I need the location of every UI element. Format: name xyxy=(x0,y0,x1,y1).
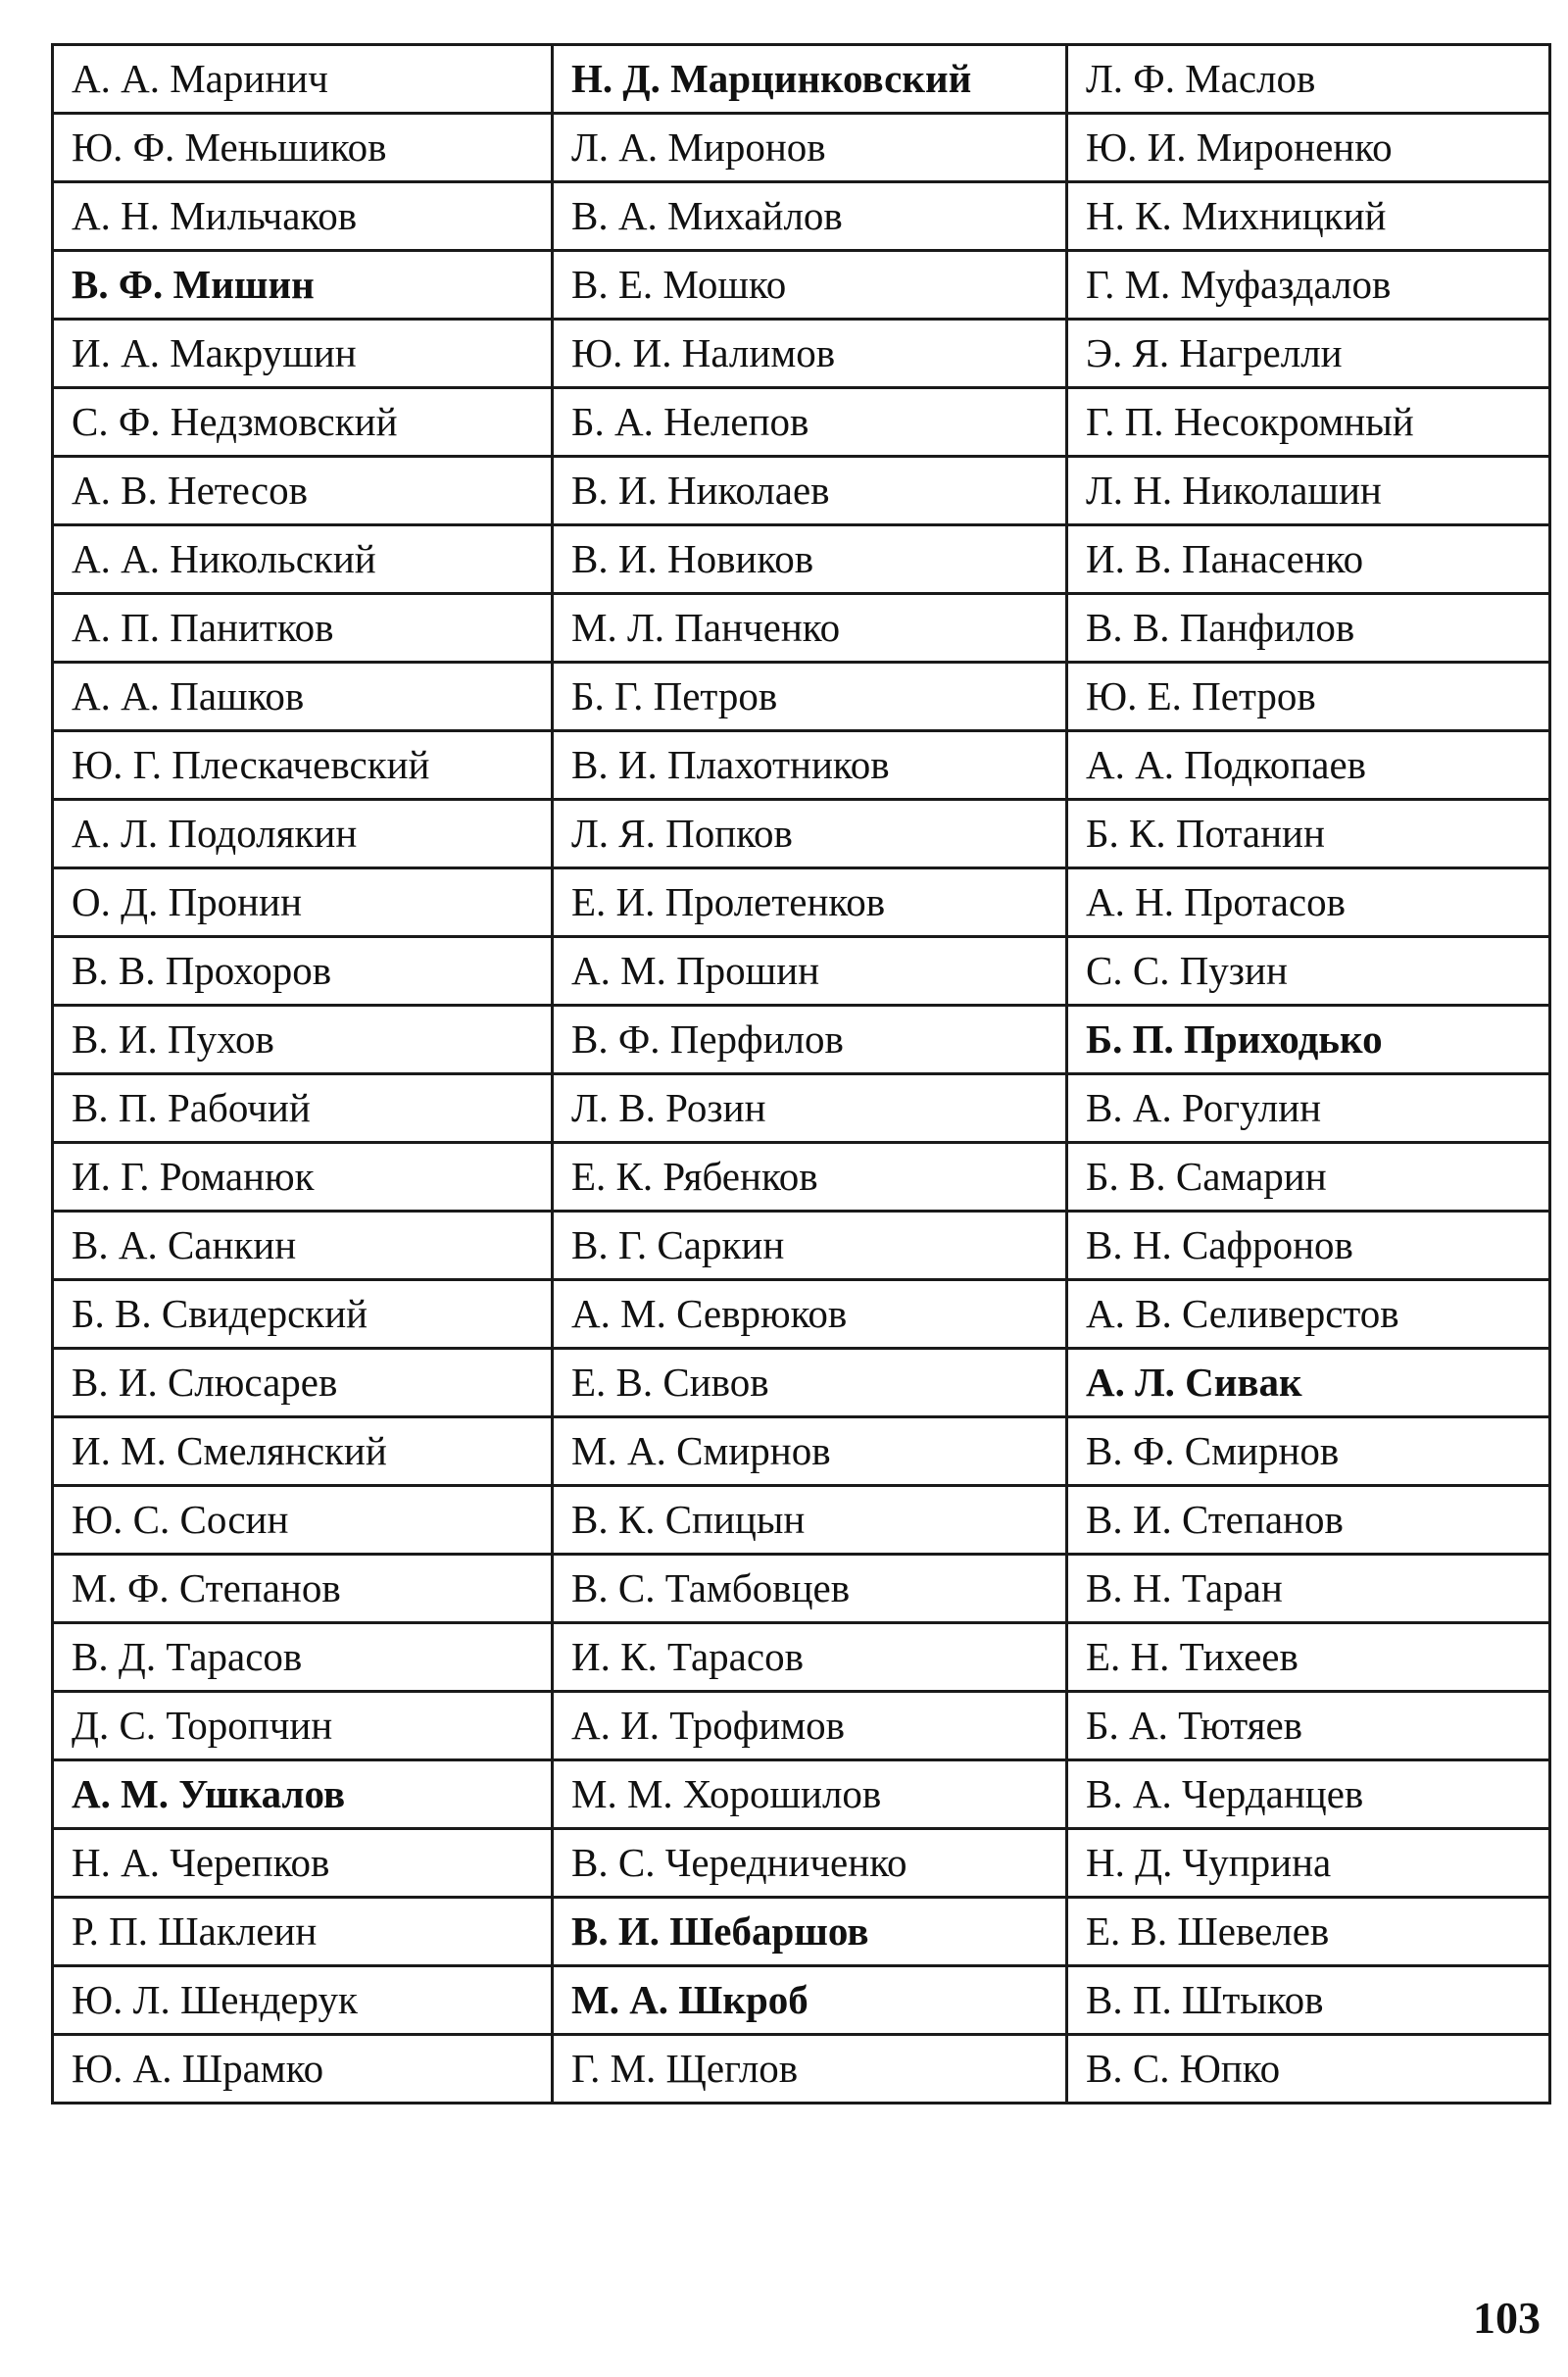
name-cell: О. Д. Пронин xyxy=(53,868,553,937)
table-row xyxy=(53,114,1550,182)
name-cell: А. А. Пашков xyxy=(53,663,553,731)
name-cell: А. В. Селиверстов xyxy=(1067,1280,1550,1349)
name-cell: В. С. Юпко xyxy=(1067,2035,1550,2104)
name-cell: Л. Я. Попков xyxy=(553,800,1067,868)
name-cell: Ю. И. Налимов xyxy=(553,320,1067,388)
table-row xyxy=(53,1417,1550,1486)
name-cell: И. В. Панасенко xyxy=(1067,525,1550,594)
table-row xyxy=(53,251,1550,320)
name-cell: В. С. Тамбовцев xyxy=(553,1555,1067,1623)
name-cell: А. М. Ушкалов xyxy=(53,1760,553,1829)
name-cell: Б. К. Потанин xyxy=(1067,800,1550,868)
table-row xyxy=(53,320,1550,388)
name-cell: В. И. Слюсарев xyxy=(53,1349,553,1417)
names-table-body xyxy=(53,45,1550,2104)
name-cell: М. Ф. Степанов xyxy=(53,1555,553,1623)
table-row xyxy=(53,1212,1550,1280)
table-row xyxy=(53,731,1550,800)
name-cell: В. Ф. Перфилов xyxy=(553,1006,1067,1074)
name-cell: С. С. Пузин xyxy=(1067,937,1550,1006)
name-cell: Н. Д. Марцинковский xyxy=(553,45,1067,114)
name-cell: В. И. Степанов xyxy=(1067,1486,1550,1555)
table-row xyxy=(53,1349,1550,1417)
name-cell: В. Н. Сафронов xyxy=(1067,1212,1550,1280)
name-cell: В. Н. Таран xyxy=(1067,1555,1550,1623)
name-cell: В. В. Прохоров xyxy=(53,937,553,1006)
name-cell: Е. К. Рябенков xyxy=(553,1143,1067,1212)
name-cell: В. И. Плахотников xyxy=(553,731,1067,800)
table-row xyxy=(53,1692,1550,1760)
name-cell: Г. М. Муфаздалов xyxy=(1067,251,1550,320)
name-cell: М. Л. Панченко xyxy=(553,594,1067,663)
name-cell: В. А. Санкин xyxy=(53,1212,553,1280)
table-row xyxy=(53,937,1550,1006)
name-cell: Ю. И. Мироненко xyxy=(1067,114,1550,182)
name-cell: Б. А. Тютяев xyxy=(1067,1692,1550,1760)
table-row xyxy=(53,1006,1550,1074)
name-cell: В. И. Новиков xyxy=(553,525,1067,594)
name-cell: М. А. Смирнов xyxy=(553,1417,1067,1486)
name-cell: И. М. Смелянский xyxy=(53,1417,553,1486)
name-cell: В. И. Николаев xyxy=(553,457,1067,525)
name-cell: А. Н. Протасов xyxy=(1067,868,1550,937)
name-cell: Л. А. Миронов xyxy=(553,114,1067,182)
table-row xyxy=(53,457,1550,525)
table-row xyxy=(53,1898,1550,1966)
table-row xyxy=(53,182,1550,251)
name-cell: Ю. Ф. Меньшиков xyxy=(53,114,553,182)
table-row xyxy=(53,1143,1550,1212)
name-cell: Р. П. Шаклеин xyxy=(53,1898,553,1966)
name-cell: Ю. Л. Шендерук xyxy=(53,1966,553,2035)
name-cell: М. А. Шкроб xyxy=(553,1966,1067,2035)
table-row xyxy=(53,45,1550,114)
name-cell: Л. Н. Николашин xyxy=(1067,457,1550,525)
name-cell: Г. М. Щеглов xyxy=(553,2035,1067,2104)
name-cell: И. К. Тарасов xyxy=(553,1623,1067,1692)
name-cell: В. Е. Мошко xyxy=(553,251,1067,320)
name-cell: А. Н. Мильчаков xyxy=(53,182,553,251)
name-cell: Б. В. Свидерский xyxy=(53,1280,553,1349)
name-cell: Н. А. Черепков xyxy=(53,1829,553,1898)
name-cell: Ю. С. Сосин xyxy=(53,1486,553,1555)
name-cell: А. М. Прошин xyxy=(553,937,1067,1006)
name-cell: М. М. Хорошилов xyxy=(553,1760,1067,1829)
table-row xyxy=(53,800,1550,868)
name-cell: В. А. Михайлов xyxy=(553,182,1067,251)
name-cell: А. Л. Подолякин xyxy=(53,800,553,868)
name-cell: В. И. Шебаршов xyxy=(553,1898,1067,1966)
name-cell: А. А. Никольский xyxy=(53,525,553,594)
name-cell: В. Ф. Смирнов xyxy=(1067,1417,1550,1486)
name-cell: Б. А. Нелепов xyxy=(553,388,1067,457)
table-row xyxy=(53,663,1550,731)
table-row xyxy=(53,525,1550,594)
name-cell: В. В. Панфилов xyxy=(1067,594,1550,663)
name-cell: В. Г. Саркин xyxy=(553,1212,1067,1280)
name-cell: А. М. Севрюков xyxy=(553,1280,1067,1349)
page-number: 103 xyxy=(1473,2293,1541,2343)
name-cell: И. А. Макрушин xyxy=(53,320,553,388)
name-cell: В. К. Спицын xyxy=(553,1486,1067,1555)
table-row xyxy=(53,1555,1550,1623)
name-cell: В. П. Штыков xyxy=(1067,1966,1550,2035)
name-cell: Б. П. Приходько xyxy=(1067,1006,1550,1074)
name-cell: В. И. Пухов xyxy=(53,1006,553,1074)
table-row xyxy=(53,1760,1550,1829)
table-row xyxy=(53,1829,1550,1898)
name-cell: Б. В. Самарин xyxy=(1067,1143,1550,1212)
name-cell: Е. В. Сивов xyxy=(553,1349,1067,1417)
name-cell: Л. В. Розин xyxy=(553,1074,1067,1143)
name-cell: А. В. Нетесов xyxy=(53,457,553,525)
name-cell: Ю. Е. Петров xyxy=(1067,663,1550,731)
name-cell: В. Ф. Мишин xyxy=(53,251,553,320)
table-row xyxy=(53,1074,1550,1143)
name-cell: Е. Н. Тихеев xyxy=(1067,1623,1550,1692)
table-row xyxy=(53,1966,1550,2035)
name-cell: А. И. Трофимов xyxy=(553,1692,1067,1760)
name-cell: Б. Г. Петров xyxy=(553,663,1067,731)
name-cell: Л. Ф. Маслов xyxy=(1067,45,1550,114)
name-cell: Э. Я. Нагрелли xyxy=(1067,320,1550,388)
name-cell: Е. И. Пролетенков xyxy=(553,868,1067,937)
name-cell: А. Л. Сивак xyxy=(1067,1349,1550,1417)
names-table xyxy=(51,43,1551,2105)
name-cell: В. П. Рабочий xyxy=(53,1074,553,1143)
name-cell: Ю. А. Шрамко xyxy=(53,2035,553,2104)
name-cell: В. А. Рогулин xyxy=(1067,1074,1550,1143)
name-cell: Г. П. Несокромный xyxy=(1067,388,1550,457)
table-row xyxy=(53,1280,1550,1349)
name-cell: А. П. Панитков xyxy=(53,594,553,663)
name-cell: Е. В. Шевелев xyxy=(1067,1898,1550,1966)
name-cell: Д. С. Торопчин xyxy=(53,1692,553,1760)
table-row xyxy=(53,1486,1550,1555)
name-cell: И. Г. Романюк xyxy=(53,1143,553,1212)
name-cell: В. А. Черданцев xyxy=(1067,1760,1550,1829)
name-cell: С. Ф. Недзмовский xyxy=(53,388,553,457)
name-cell: Н. Д. Чуприна xyxy=(1067,1829,1550,1898)
name-cell: Н. К. Михницкий xyxy=(1067,182,1550,251)
table-row xyxy=(53,1623,1550,1692)
name-cell: Ю. Г. Плескачевский xyxy=(53,731,553,800)
table-row xyxy=(53,388,1550,457)
name-cell: А. А. Маринич xyxy=(53,45,553,114)
name-cell: В. Д. Тарасов xyxy=(53,1623,553,1692)
table-row xyxy=(53,868,1550,937)
name-cell: В. С. Чередниченко xyxy=(553,1829,1067,1898)
table-row xyxy=(53,2035,1550,2104)
table-row xyxy=(53,594,1550,663)
name-cell: А. А. Подкопаев xyxy=(1067,731,1550,800)
